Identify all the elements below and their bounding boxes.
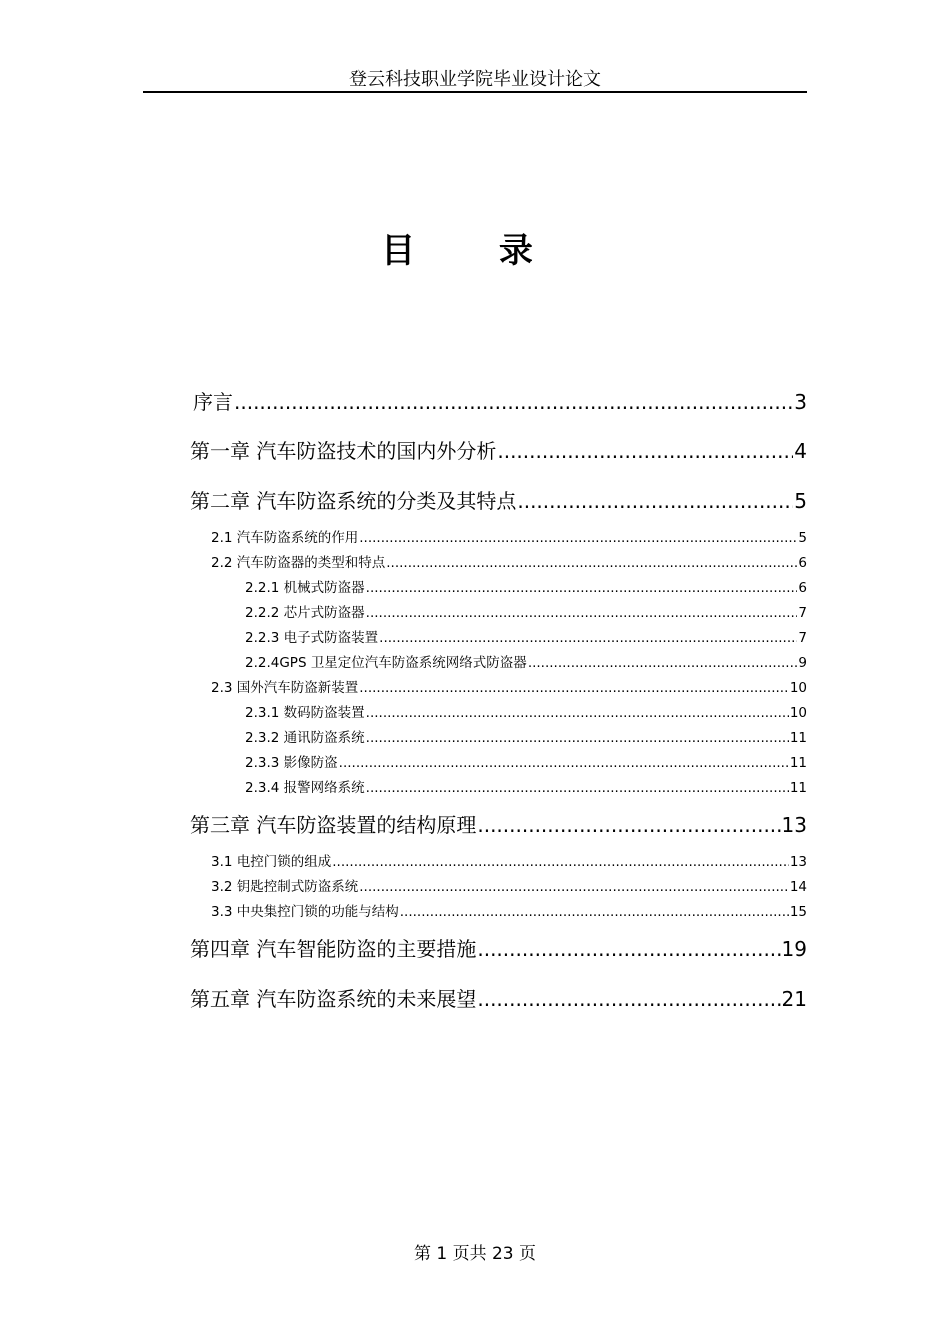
toc-entry-label: 2.2 汽车防盗器的类型和特点 xyxy=(211,555,386,571)
toc-entry-page: 7 xyxy=(798,605,807,621)
page-footer: 第 1 页共 23 页 xyxy=(413,1244,537,1264)
dot-leader xyxy=(339,755,789,771)
toc-entry-chapter-5[interactable] xyxy=(190,983,807,1011)
toc-entry-2-2-4[interactable] xyxy=(245,651,807,671)
toc-entry-page: 4 xyxy=(794,439,807,463)
toc-entry-page: 3 xyxy=(794,390,807,414)
toc-entry-2-2-2[interactable] xyxy=(245,601,807,621)
toc-entry-page: 21 xyxy=(781,987,807,1011)
dot-leader xyxy=(366,605,798,621)
toc-entry-2-3-1[interactable] xyxy=(245,701,807,721)
toc-entry-2-2-3[interactable] xyxy=(245,626,807,646)
toc-entry-label: 2.2.2 芯片式防盗器 xyxy=(245,605,365,621)
toc-entry-label: 3.3 中央集控门锁的功能与结构 xyxy=(211,904,399,920)
toc-entry-label: 2.2.3 电子式防盗装置 xyxy=(245,630,379,646)
dot-leader xyxy=(366,780,789,796)
toc-entry-label: 2.2.4GPS 卫星定位汽车防盗系统网络式防盗器 xyxy=(245,655,527,671)
toc-entry-2-3-3[interactable] xyxy=(245,751,807,771)
toc-entry-label: 2.3.1 数码防盗装置 xyxy=(245,705,365,721)
toc-entry-label: 2.3.3 影像防盗 xyxy=(245,755,338,771)
toc-entry-chapter-2[interactable] xyxy=(190,485,807,513)
toc-entry-2-3[interactable] xyxy=(211,676,807,696)
toc-entry-page: 10 xyxy=(789,705,807,721)
toc-entry-label: 第二章 汽车防盗系统的分类及其特点 xyxy=(190,489,517,513)
toc-entry-label: 2.1 汽车防盗系统的作用 xyxy=(211,530,359,546)
dot-leader xyxy=(386,555,797,571)
toc-entry-label: 第三章 汽车防盗装置的结构原理 xyxy=(190,813,477,837)
toc-entry-page: 15 xyxy=(789,904,807,920)
toc-entry-chapter-3[interactable] xyxy=(190,809,807,837)
toc-entry-page: 7 xyxy=(798,630,807,646)
toc-entry-page: 11 xyxy=(789,730,807,746)
toc-entry-chapter-1[interactable] xyxy=(190,435,807,463)
toc-entry-label: 3.1 电控门锁的组成 xyxy=(211,854,332,870)
toc-entry-label: 第四章 汽车智能防盗的主要措施 xyxy=(190,937,477,961)
toc-entry-3-2[interactable] xyxy=(211,875,807,895)
toc-entry-page: 11 xyxy=(789,755,807,771)
dot-leader xyxy=(359,879,789,895)
dot-leader xyxy=(477,937,780,961)
toc-entry-label: 2.3.4 报警网络系统 xyxy=(245,780,365,796)
dot-leader xyxy=(366,580,798,596)
dot-leader xyxy=(379,630,797,646)
toc-entry-label: 2.2.1 机械式防盗器 xyxy=(245,580,365,596)
dot-leader xyxy=(234,390,793,414)
dot-leader xyxy=(528,655,798,671)
toc-entry-label: 2.3.2 通讯防盗系统 xyxy=(245,730,365,746)
toc-entry-2-2[interactable] xyxy=(211,551,807,571)
toc-entry-page: 13 xyxy=(789,854,807,870)
toc-entry-page: 19 xyxy=(781,937,807,961)
toc-entry-2-2-1[interactable] xyxy=(245,576,807,596)
toc-entry-page: 11 xyxy=(789,780,807,796)
toc-entry-page: 6 xyxy=(798,580,807,596)
toc-entry-page: 14 xyxy=(789,879,807,895)
toc-entry-2-1[interactable] xyxy=(211,526,807,546)
dot-leader xyxy=(366,730,789,746)
toc-entry-label: 2.3 国外汽车防盗新装置 xyxy=(211,680,359,696)
toc-entry-2-3-4[interactable] xyxy=(245,776,807,796)
toc-entry-label: 序言 xyxy=(193,390,233,414)
dot-leader xyxy=(359,680,789,696)
dot-leader xyxy=(497,439,793,463)
toc-entry-preface[interactable] xyxy=(193,386,807,414)
dot-leader xyxy=(359,530,797,546)
dot-leader xyxy=(517,489,793,513)
dot-leader xyxy=(477,813,780,837)
toc-entry-3-3[interactable] xyxy=(211,900,807,920)
toc-entry-page: 6 xyxy=(798,555,807,571)
toc-entry-page: 9 xyxy=(798,655,807,671)
toc-entry-page: 5 xyxy=(798,530,807,546)
page-header: 登云科技职业学院毕业设计论文 xyxy=(349,69,601,90)
toc-entry-label: 第一章 汽车防盗技术的国内外分析 xyxy=(190,439,497,463)
dot-leader xyxy=(477,987,780,1011)
dot-leader xyxy=(366,705,789,721)
dot-leader xyxy=(400,904,789,920)
toc-entry-page: 5 xyxy=(794,489,807,513)
toc-title: 目 录 xyxy=(381,231,569,271)
toc-entry-label: 第五章 汽车防盗系统的未来展望 xyxy=(190,987,477,1011)
dot-leader xyxy=(332,854,789,870)
toc-entry-page: 13 xyxy=(781,813,807,837)
toc-entry-3-1[interactable] xyxy=(211,850,807,870)
toc-entry-chapter-4[interactable] xyxy=(190,933,807,961)
toc-entry-2-3-2[interactable] xyxy=(245,726,807,746)
toc-entry-label: 3.2 钥匙控制式防盗系统 xyxy=(211,879,359,895)
toc-entry-page: 10 xyxy=(789,680,807,696)
